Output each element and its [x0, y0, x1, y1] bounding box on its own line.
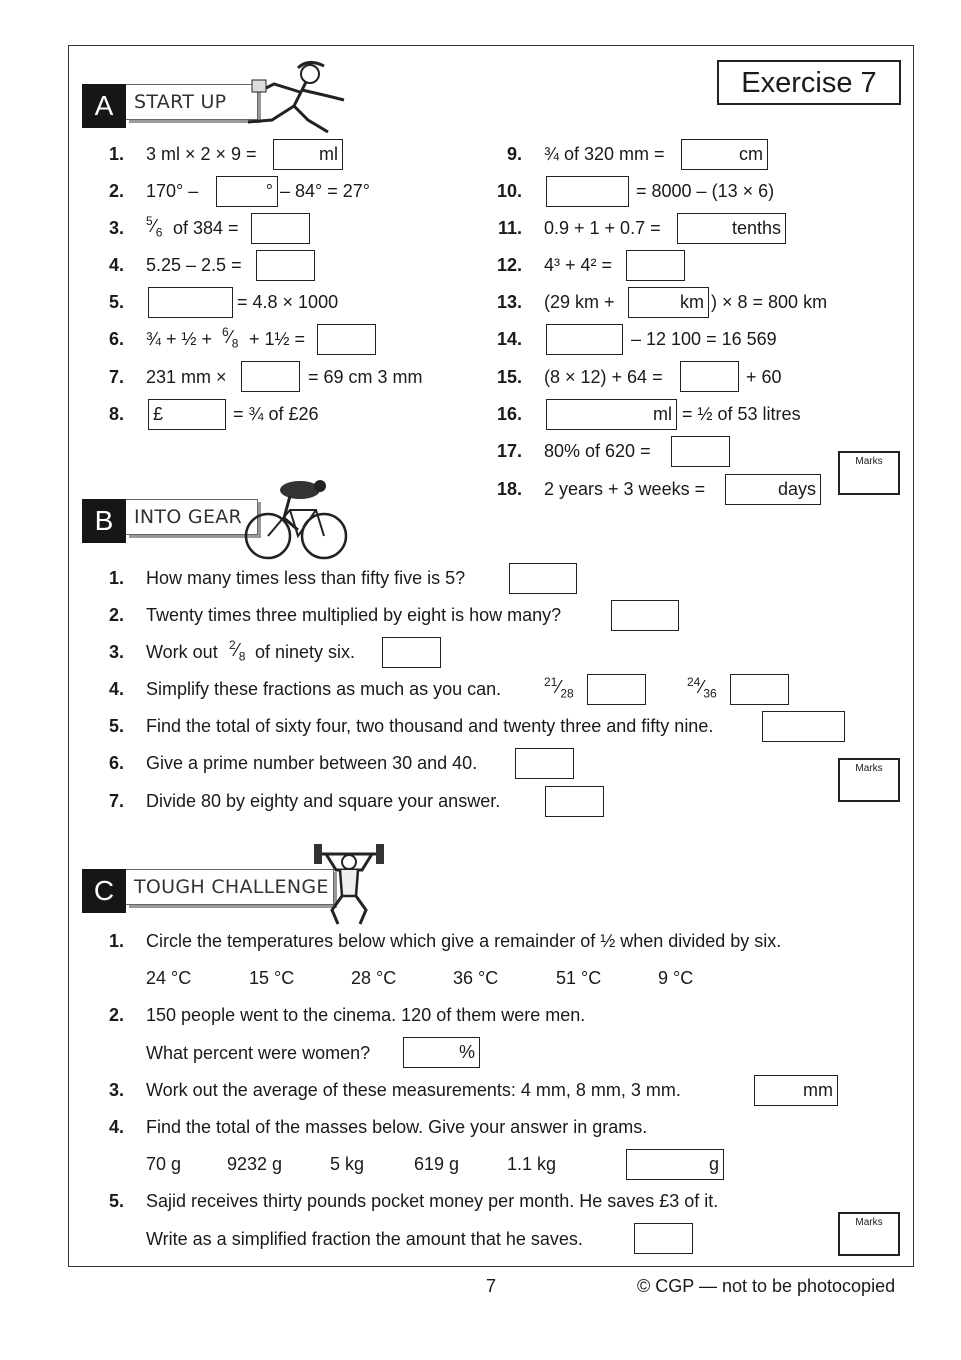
cyclist-illustration	[244, 470, 350, 562]
answer-box[interactable]	[241, 361, 300, 392]
question-text: Simplify these fractions as much as you can.	[146, 679, 502, 699]
question-number: 3.	[108, 1080, 124, 1100]
question-number: 8.	[108, 404, 124, 424]
question-text: Work out the average of these measurements: 4 mm, 8 mm, 3 mm.	[146, 1080, 681, 1100]
question-number: 2.	[108, 181, 124, 201]
question-text: Write as a simplified fraction the amount that he saves.	[146, 1229, 583, 1249]
temperature-option[interactable]: 51 °C	[556, 968, 602, 988]
marks-box-b[interactable]: Marks	[838, 758, 900, 802]
answer-box[interactable]: g	[626, 1149, 724, 1180]
question-text: (29 km +	[544, 292, 615, 312]
question-number: 4.	[108, 679, 124, 699]
section-a-title: START UP	[126, 84, 258, 120]
answer-box[interactable]: days	[725, 474, 821, 505]
question-text: 150 people went to the cinema. 120 of them were men.	[146, 1005, 586, 1025]
question-text: = 69 cm 3 mm	[308, 367, 423, 387]
question-number: 15.	[496, 367, 522, 387]
question-text: ) × 8 = 800 km	[711, 292, 828, 312]
answer-box[interactable]	[587, 674, 646, 705]
answer-box[interactable]	[626, 250, 685, 281]
question-text: 0.9 + 1 + 0.7 =	[544, 218, 661, 238]
answer-box[interactable]	[546, 324, 623, 355]
section-b-letter: B	[82, 499, 126, 543]
answer-box[interactable]: km	[628, 287, 709, 318]
answer-box[interactable]: ml	[273, 139, 343, 170]
question-number: 9.	[506, 144, 522, 164]
answer-box[interactable]	[251, 213, 310, 244]
answer-box[interactable]	[671, 436, 730, 467]
question-text: Find the total of sixty four, two thousand and twenty three and fifty nine.	[146, 716, 714, 736]
question-number: 13.	[496, 292, 522, 312]
question-number: 1.	[108, 568, 124, 588]
answer-box[interactable]: cm	[681, 139, 768, 170]
temperature-option[interactable]: 28 °C	[351, 968, 397, 988]
running-man-illustration	[228, 60, 353, 140]
section-c-title: TOUGH CHALLENGE	[126, 869, 334, 905]
section-b-title: INTO GEAR	[126, 499, 258, 535]
question-number: 4.	[108, 1117, 124, 1137]
question-text: 5.25 – 2.5 =	[146, 255, 242, 275]
weightlifter-illustration	[314, 840, 384, 928]
answer-box[interactable]	[317, 324, 376, 355]
question-number: 6.	[108, 329, 124, 349]
temperature-option[interactable]: 36 °C	[453, 968, 499, 988]
fraction: $^6⁄_8$	[222, 325, 239, 351]
question-text: Find the total of the masses below. Give your answer in grams.	[146, 1117, 648, 1137]
question-number: 17.	[496, 441, 522, 461]
question-text: – 84° = 27°	[280, 181, 370, 201]
question-text: – 12 100 = 16 569	[631, 329, 777, 349]
question-text: How many times less than fifty five is 5?	[146, 568, 466, 588]
question-text: What percent were women?	[146, 1043, 371, 1063]
question-number: 18.	[496, 479, 522, 499]
question-text: Divide 80 by eighty and square your answer.	[146, 791, 501, 811]
answer-box[interactable]	[611, 600, 679, 631]
question-number: 5.	[108, 716, 124, 736]
fraction: $^2⁄_8$	[229, 638, 246, 664]
fraction: $^{24}⁄_{36}$	[687, 675, 717, 701]
question-text: 80% of 620 =	[544, 441, 651, 461]
question-text: = 4.8 × 1000	[237, 292, 339, 312]
question-text: Twenty times three multiplied by eight is how many?	[146, 605, 562, 625]
answer-box[interactable]: tenths	[677, 213, 786, 244]
question-number: 16.	[496, 404, 522, 424]
question-number: 1.	[108, 144, 124, 164]
question-text: + 1½ =	[249, 329, 306, 349]
temperature-option[interactable]: 15 °C	[249, 968, 295, 988]
question-text: 4³ + 4² =	[544, 255, 613, 275]
question-text: Circle the temperatures below which give a remainder of ½ when divided by six.	[146, 931, 782, 951]
question-number: 7.	[108, 791, 124, 811]
question-text: (8 × 12) + 64 =	[544, 367, 663, 387]
question-text: 231 mm ×	[146, 367, 227, 387]
page-number: 7	[486, 1276, 497, 1296]
fraction: $^{21}⁄_{28}$	[544, 675, 574, 701]
question-number: 1.	[108, 931, 124, 951]
question-text: 170° –	[146, 181, 199, 201]
question-number: 5.	[108, 1191, 124, 1211]
question-text: Give a prime number between 30 and 40.	[146, 753, 478, 773]
exercise-title: Exercise 7	[717, 60, 901, 105]
temperature-option[interactable]: 9 °C	[658, 968, 694, 988]
question-text: ¾ of 320 mm =	[544, 144, 665, 164]
question-number: 3.	[108, 642, 124, 662]
mass-value: 70 g	[146, 1154, 182, 1174]
question-number: 6.	[108, 753, 124, 773]
answer-box[interactable]	[762, 711, 845, 742]
answer-box[interactable]	[515, 748, 574, 779]
answer-box[interactable]	[509, 563, 577, 594]
answer-box[interactable]	[256, 250, 315, 281]
question-number: 12.	[496, 255, 522, 275]
mass-value: 1.1 kg	[507, 1154, 557, 1174]
question-number: 4.	[108, 255, 124, 275]
answer-box[interactable]	[546, 176, 629, 207]
question-text: of 384 =	[173, 218, 239, 238]
marks-box-a[interactable]: Marks	[838, 451, 900, 495]
question-number: 7.	[108, 367, 124, 387]
section-a-letter: A	[82, 84, 126, 128]
copyright-notice: © CGP — not to be photocopied	[637, 1276, 896, 1296]
temperature-option[interactable]: 24 °C	[146, 968, 192, 988]
answer-box[interactable]	[730, 674, 789, 705]
question-text: = ½ of 53 litres	[682, 404, 801, 424]
section-c-letter: C	[82, 869, 126, 913]
question-text: Work out	[146, 642, 218, 662]
answer-box[interactable]: %	[403, 1037, 480, 1068]
question-number: 2.	[108, 1005, 124, 1025]
question-text: + 60	[746, 367, 782, 387]
question-text: = ¾ of £26	[233, 404, 319, 424]
answer-box[interactable]: °	[216, 176, 278, 207]
question-text: Sajid receives thirty pounds pocket money per month. He saves £3 of it.	[146, 1191, 719, 1211]
fraction: $^5⁄_6$	[146, 214, 163, 240]
question-number: 11.	[497, 218, 522, 238]
question-text: ¾ + ½ +	[146, 329, 213, 349]
question-number: 5.	[108, 292, 124, 312]
marks-box-c[interactable]: Marks	[838, 1212, 900, 1256]
question-number: 3.	[108, 218, 124, 238]
answer-box[interactable]	[634, 1223, 693, 1254]
answer-box[interactable]: ml	[546, 399, 677, 430]
answer-box[interactable]: £	[148, 399, 226, 430]
question-text: of ninety six.	[255, 642, 356, 662]
question-number: 10.	[496, 181, 522, 201]
answer-box[interactable]	[545, 786, 604, 817]
question-number: 2.	[108, 605, 124, 625]
answer-box[interactable]: mm	[754, 1075, 838, 1106]
answer-box[interactable]	[680, 361, 739, 392]
answer-box[interactable]	[382, 637, 441, 668]
question-text: = 8000 – (13 × 6)	[636, 181, 775, 201]
answer-box[interactable]	[148, 287, 233, 318]
mass-value: 5 kg	[330, 1154, 365, 1174]
question-text: 2 years + 3 weeks =	[544, 479, 706, 499]
mass-value: 619 g	[414, 1154, 460, 1174]
question-text: 3 ml × 2 × 9 =	[146, 144, 257, 164]
mass-value: 9232 g	[227, 1154, 283, 1174]
question-number: 14.	[496, 329, 522, 349]
